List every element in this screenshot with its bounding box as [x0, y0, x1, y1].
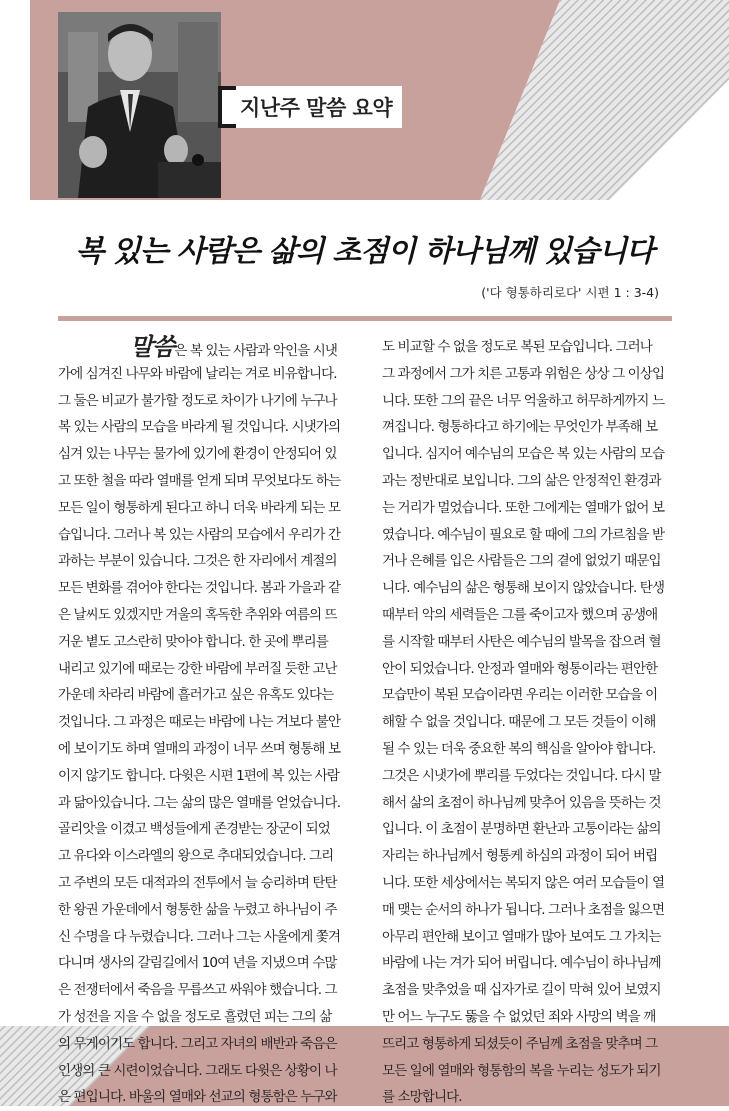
article-line: 모든 변화를 겪어야 한다는 것입니다. 봄과 가을과 같 — [58, 580, 341, 597]
article-line: 초점을 맞추었을 때 십자가로 길이 막혀 있어 보였지 — [382, 982, 661, 999]
article-column-left — [58, 334, 354, 1111]
article-line: 니다. 또한 세상에서는 복되지 않은 여러 모습들이 열 — [382, 874, 665, 891]
article-line: 자리는 하나님께서 형통케 하심의 과정이 되어 버립 — [382, 848, 658, 865]
article-line: 과 닮아있습니다. 그는 삶의 많은 열매를 얻었습니다. — [58, 794, 341, 811]
article-line: 때부터 악의 세력들은 그를 죽이고자 했으며 공생애 — [382, 606, 658, 623]
article-line: 는 거리가 멀었습니다. 또한 그에게는 열매가 없어 보 — [382, 499, 665, 516]
section-label — [218, 84, 402, 130]
article-line: 매 맺는 순서의 하나가 됩니다. 그러나 초점을 잃으면 — [382, 901, 665, 918]
article-line: 안이 되었습니다. 안정과 열매와 형통이라는 편안한 — [382, 660, 658, 677]
article-column-right — [382, 334, 678, 1111]
article-line: 뜨리고 형통하게 되셨듯이 주님께 초점을 맞추며 그 — [382, 1035, 658, 1052]
article-line: 만 어느 누구도 뚫을 수 없었던 죄와 사망의 벽을 깨 — [382, 1008, 656, 1025]
article-line: 복 있는 사람의 모습을 바라게 될 것입니다. 시냇가의 — [58, 419, 341, 436]
scripture-reference: ('다 형통하리로다' 시편 1 : 3-4) — [481, 285, 659, 300]
article-line: 될 수 있는 더욱 중요한 복의 핵심을 알아야 합니다. — [382, 740, 656, 757]
article-line: 를 시작할 때부터 사탄은 예수님의 발목을 잡으려 혈 — [382, 633, 661, 650]
article-line: 것입니다. 그 과정은 때로는 바람에 나는 겨보다 불안 — [58, 714, 341, 731]
article-line: 내리고 있기에 때로는 강한 바람에 부러질 듯한 고난 — [58, 660, 337, 677]
article-line-first — [58, 334, 354, 361]
article-line: 해할 수 없을 것입니다. 때문에 그 모든 것들이 이해 — [382, 714, 656, 731]
article-line: 은 편입니다. 바울의 열매와 선교의 형통함은 누구와 — [58, 1089, 337, 1106]
article-line: 껴집니다. 형통하다고 하기에는 무엇인가 부족해 보 — [382, 419, 658, 436]
article-line: 모습만이 복된 모습이라면 우리는 이러한 모습을 이 — [382, 687, 658, 704]
article-line: 은 날씨도 있겠지만 겨울의 혹독한 추위와 여름의 뜨 — [58, 606, 337, 623]
section-bracket-icon — [218, 86, 236, 128]
article-line: 고 주변의 모든 대적과의 전투에서 늘 승리하며 탄탄 — [58, 874, 337, 891]
article-line: 신 수명을 다 누렸습니다. 그러나 그는 사울에게 쫓겨 — [58, 928, 341, 945]
article-line: 그 둘은 비교가 불가할 정도로 차이가 나기에 누구나 — [58, 392, 337, 409]
speaker-photo — [58, 12, 221, 198]
article-line: 과하는 부분이 있습니다. 그것은 한 자리에서 계절의 — [58, 553, 337, 570]
article-line: 도 비교할 수 없을 정도로 복된 모습입니다. 그러나 — [382, 339, 652, 355]
article-line: 다니며 생사의 갈림길에서 10여 년을 지냈으며 수많 — [58, 955, 337, 972]
article-line: 를 소망합니다. — [382, 1089, 462, 1106]
article-line: 였습니다. 예수님이 필요로 할 때에 그의 가르침을 받 — [382, 526, 665, 543]
article-line: 가운데 차라리 바람에 흘러가고 싶은 유혹도 있다는 — [58, 687, 334, 704]
article-line: 가에 심겨진 나무와 바람에 날리는 겨로 비유합니다. — [58, 365, 337, 382]
article-line: 인생의 큰 시련이었습니다. 그래도 다윗은 상황이 나 — [58, 1062, 337, 1079]
article-line: 이지 않기도 합니다. 다윗은 시편 1편에 복 있는 사람 — [58, 767, 340, 784]
article-line: 한 왕권 가운데에서 형통한 삶을 누렸고 하나님이 주 — [58, 901, 337, 918]
article-line: 그것은 시냇가에 뿌리를 두었다는 것입니다. 다시 말 — [382, 767, 661, 784]
article-line: 바람에 나는 겨가 되어 버립니다. 예수님이 하나님께 — [382, 955, 661, 972]
article-line: 해서 삶의 초점이 하나님께 맞추어 있음을 뜻하는 것 — [382, 794, 661, 811]
sermon-title: 복 있는 사람은 삶의 초점이 하나님께 있습니다 — [75, 233, 654, 268]
article-line: 모든 일이 형통하게 된다고 하니 더욱 바라게 되는 모 — [58, 499, 341, 516]
article-line: 습입니다. 그러나 복 있는 사람의 모습에서 우리가 간 — [58, 526, 341, 543]
title-divider — [58, 316, 672, 321]
article-line: 과는 정반대로 보입니다. 그의 삶은 안정적인 환경과 — [382, 472, 661, 489]
article-line: 의 무게이기도 합니다. 그리고 자녀의 배반과 죽음은 — [58, 1035, 337, 1052]
article-line-text: 은 복 있는 사람과 악인을 시냇 — [174, 343, 338, 359]
article-line: 에 보이기도 하며 열매의 과정이 너무 쓰며 형통해 보 — [58, 740, 341, 757]
article-line: 은 전쟁터에서 죽음을 무릅쓰고 싸워야 했습니다. 그 — [58, 982, 337, 999]
section-label-text: 지난주 말씀 요약 — [236, 86, 402, 128]
article-line: 입니다. 이 초점이 분명하면 환난과 고통이라는 삶의 — [382, 821, 661, 838]
article-line: 골리앗을 이겼고 백성들에게 존경받는 장군이 되었 — [58, 821, 330, 838]
article-line: 심겨 있는 나무는 물가에 있기에 환경이 안정되어 있 — [58, 446, 337, 463]
dropcap: 말씀 — [130, 334, 175, 361]
article-line: 그 과정에서 그가 치른 고통과 위험은 상상 그 이상입 — [382, 365, 665, 382]
article-line: 고 유다와 이스라엘의 왕으로 추대되었습니다. 그리 — [58, 848, 334, 865]
article-line: 니다. 또한 그의 끝은 너무 억울하고 허무하게까지 느 — [382, 392, 665, 409]
article-line: 입니다. 심지어 예수님의 모습은 복 있는 사람의 모습 — [382, 446, 665, 463]
article-line: 니다. 예수님의 삶은 형통해 보이지 않았습니다. 탄생 — [382, 580, 665, 597]
article-line: 거운 볕도 고스란히 맞아야 합니다. 한 곳에 뿌리를 — [58, 633, 328, 650]
article-line: 거나 은혜를 입은 사람들은 그의 곁에 없었기 때문입 — [382, 553, 661, 570]
article-line: 아무리 편안해 보이고 열매가 많아 보여도 그 가치는 — [382, 928, 661, 945]
article-line: 가 성전을 지을 수 없을 정도로 흘렸던 피는 그의 삶 — [58, 1008, 332, 1025]
article-line: 모든 일에 열매와 형통함의 복을 누리는 성도가 되기 — [382, 1062, 661, 1079]
article-line: 고 또한 철을 따라 열매를 얻게 되며 무엇보다도 하는 — [58, 472, 341, 489]
